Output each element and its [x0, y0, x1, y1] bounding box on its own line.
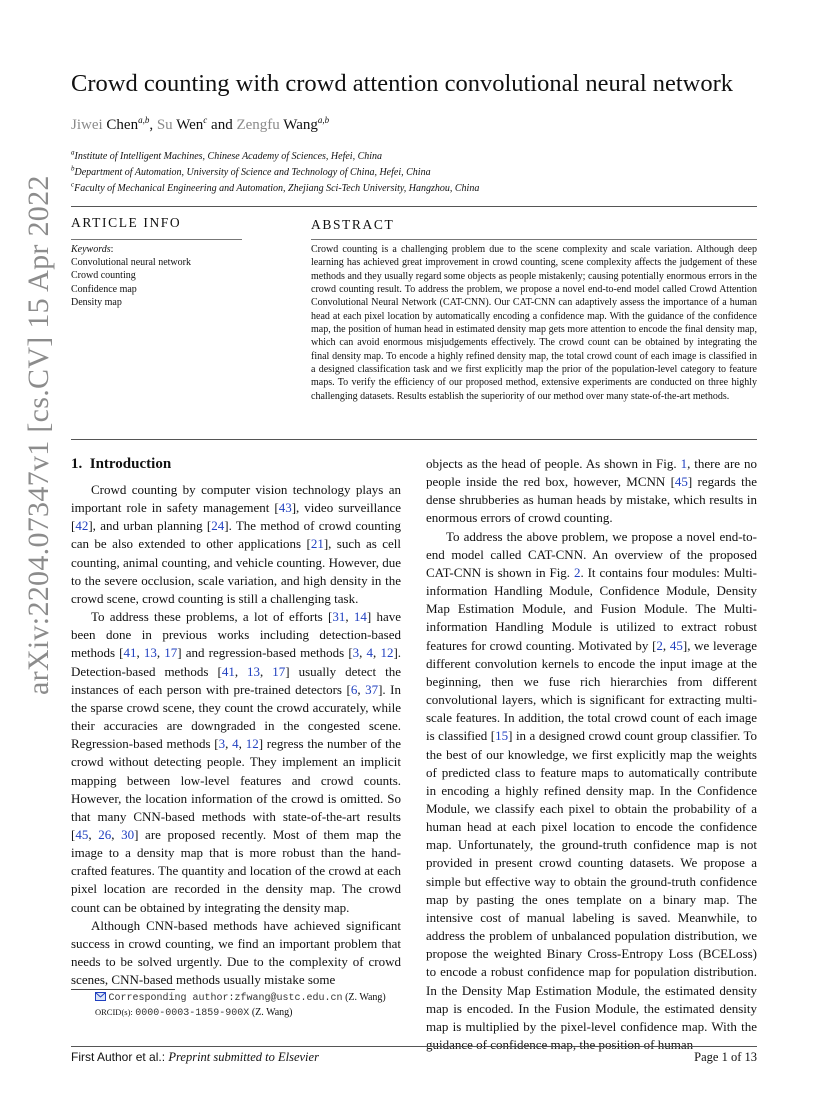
- corresponding-author-tag: (Z. Wang): [345, 992, 386, 1003]
- orcid-author-tag: (Z. Wang): [251, 1006, 293, 1018]
- keywords-label: Keywords: [71, 244, 111, 255]
- abstract-divider: [71, 439, 757, 440]
- affiliation-line: $^b$Department of Automation, University of Science and Technology of China, Hefei, China: [71, 164, 431, 178]
- keyword-item: Confidence map: [71, 283, 137, 295]
- keyword-item: Crowd counting: [71, 270, 136, 282]
- body-paragraph: Crowd counting by computer vision technology plays an important role in safety management [43], video surveillance [42], and urban planning [24]. The method of crowd counting can be also extended to other applications [21], such as cell counting, animal counting, and vehicle counting. However, due to the severe occlusion, scale variation, and high density in the crowd scene, crowd counting is still a challenging task.: [71, 482, 402, 606]
- paper-title: Crowd counting with crowd attention convolutional neural network: [71, 70, 734, 97]
- envelope-icon: [95, 992, 106, 1001]
- author-list: Jiwei Chen$^{a,b}$, Su Wen$^c$ and Zengfu Wang$^{a,b}$: [71, 115, 330, 133]
- body-left-column: [71, 481, 401, 989]
- header-divider: [71, 206, 757, 207]
- keyword-item: Convolutional neural network: [71, 257, 191, 269]
- keyword-item: Density map: [71, 296, 122, 308]
- keywords-block: Keywords: Convolutional neural network Crowd counting Confidence map Density map: [71, 243, 291, 309]
- footer-left: [71, 1050, 319, 1065]
- author-last-name: Chen: [106, 117, 139, 133]
- body-paragraph: To address the above problem, we propose a novel end-to-end model called CAT-CNN. An overview of the proposed CAT-CNN is shown in Fig. 2. It contains four modules: Multi-information Handling Module, Confidence Module, Density Map Estimation Module, and Fusion Module. The Multi-information Handling Module is utilized to extract robust features for crowd counting. Motivated by [2, 45], we leverage different convolution kernels to encode the input image at the beginning, then we fuse rich hierarchies from different convolutional layers, which is significant for extracting multi-scale features. In addition, the total crowd count of each image is classified [15] in a designed crowd count group classifier. To the best of our knowledge, we first explicitly map the weights of predicted class to feature maps to automatically contribute in encoding a highly refined density map. In the Confidence Module, we classify each pixel to obtain the probability of a human head at each pixel location to encode the confidence map. Unfortunately, the ground-truth confidence map is not provided in present crowd counting datasets. We propose a simple but effective way to obtain the ground-truth confidence map by pasting the ones template on a binary map. The intensive cost of manual labeling is saved. Meanwhile, to address the problem of unbalanced population distribution, we propose the weighted Binary Cross-Entropy Loss (BCELoss) to encode a robust confidence map for population distribution. In the Density Map Estimation Module, the estimated density map is encoded. In the Fusion Module, the estimated density map is multiplied by the pixel-level confidence map. With the guidance of confidence map, the position of human: [426, 528, 758, 1052]
- arxiv-side-stamp: arXiv:2204.07347v1 [cs.CV] 15 Apr 2022: [22, 175, 55, 695]
- footer-rule: [71, 1046, 757, 1047]
- author-last-name: Wen: [176, 117, 204, 133]
- author-last-name: Wang: [283, 117, 318, 133]
- page-number: Page 1 of 13: [694, 1050, 757, 1064]
- section-heading-introduction: [71, 456, 171, 473]
- author-affiliation-marker: a,b: [138, 115, 150, 125]
- body-right-column: [426, 455, 757, 1054]
- section-number: 1.: [71, 456, 83, 472]
- body-paragraph: Although CNN-based methods have achieved significant success in crowd counting, we find an important problem that needs to be solved urgently. Due to the complexity of crowd scenes, CNN-based methods usually mistake some: [71, 917, 401, 988]
- body-paragraph: To address these problems, a lot of efforts [31, 14] have been done in previous works including detection-based methods [41, 13, 17] and regression-based methods [3, 4, 12]. Detection-based methods [41, 13, 17] usually detect the instances of each person with pre-trained detectors [6, 37]. In the sparse crowd scene, they count the crowd accurately, while their accuracies are downgraded in the congested scene. Regression-based methods [3, 4, 12] regress the number of the crowd without detecting people. They implement an implicit mapping between low-level features and crowd counts. However, the location information of the crowd is omitted. So that many CNN-based methods with state-of-the-art results [45, 26, 30] are proposed recently. Most of them map the image to a density map that is more robust than the hand-crafted features. The quantity and location of the crowd at each pixel location are recorded in the density map. The crowd count can be obtained by integrating the density map.: [71, 609, 402, 915]
- footnote: [71, 991, 401, 1020]
- author-affiliation-marker: c: [203, 115, 208, 125]
- footer-author: First Author et al.:: [71, 1050, 166, 1064]
- author-first-name: Jiwei: [71, 117, 107, 133]
- corresponding-label: Corresponding author:: [108, 993, 235, 1004]
- abstract-text: Crowd counting is a challenging problem due to the scene complexity and scale variation. Although deep learning has achieved great improvement in crowd counting, scene complexity affects the judgement of these methods and they usually regard some objects as people mistakenly; causing potentially enormous errors in the crowd counting result. To address the problem, we propose a novel end-to-end model called Crowd Attention Convolutional Neural Network (CAT-CNN). Our CAT-CNN can adaptively assess the importance of a human head at each pixel location by automatically encoding a confidence map. With the guidance of the confidence map, the position of human head in estimated density map gets more attention to encode the final density map, which can avoid enormous misjudgements effectively. The crowd count can be obtained by integrating the final density map. To encode a highly refined density map, the total crowd count of each image is classified in a designed classification task and we first explicitly map the prior of the population-level category to feature maps. To verify the efficiency of our proposed method, extensive experiments are conducted on three highly challenging datasets. Results establish the superiority of our method over many state-of-the-art methods.: [311, 244, 757, 402]
- footnote-rule: [71, 989, 175, 990]
- affiliation-line: $^a$Institute of Intelligent Machines, Chinese Academy of Sciences, Hefei, China: [71, 148, 383, 162]
- affiliation-line: $^c$Faculty of Mechanical Engineering and Automation, Zhejiang Sci-Tech University, Hangzhou, China: [71, 180, 480, 194]
- orcid-id[interactable]: 0000-0003-1859-900X: [135, 1007, 250, 1019]
- author-affiliation-marker: a,b: [317, 115, 330, 125]
- article-info-rule: [71, 239, 242, 240]
- author-first-name: Su: [156, 117, 177, 133]
- keywords-list: [71, 256, 291, 309]
- orcid-label: ORCID(s):: [95, 1006, 133, 1017]
- corresponding-email[interactable]: zfwang@ustc.edu.cn: [234, 993, 343, 1004]
- footer-preprint-note: Preprint submitted to Elsevier: [168, 1050, 319, 1064]
- section-title: Introduction: [89, 456, 172, 472]
- affiliation-list: [71, 149, 771, 197]
- body-paragraph: objects as the head of people. As shown in Fig. 1, there are no people inside the red box, however, MCNN [45] regards the dense shrubberies as human heads by mistake, which results in enormous errors of crowd counting.: [426, 456, 758, 526]
- article-info-heading: ARTICLE INFO: [71, 215, 182, 230]
- abstract-heading: ABSTRACT: [311, 217, 395, 232]
- author-first-name: Zengfu: [236, 117, 284, 133]
- abstract-rule: [311, 239, 757, 240]
